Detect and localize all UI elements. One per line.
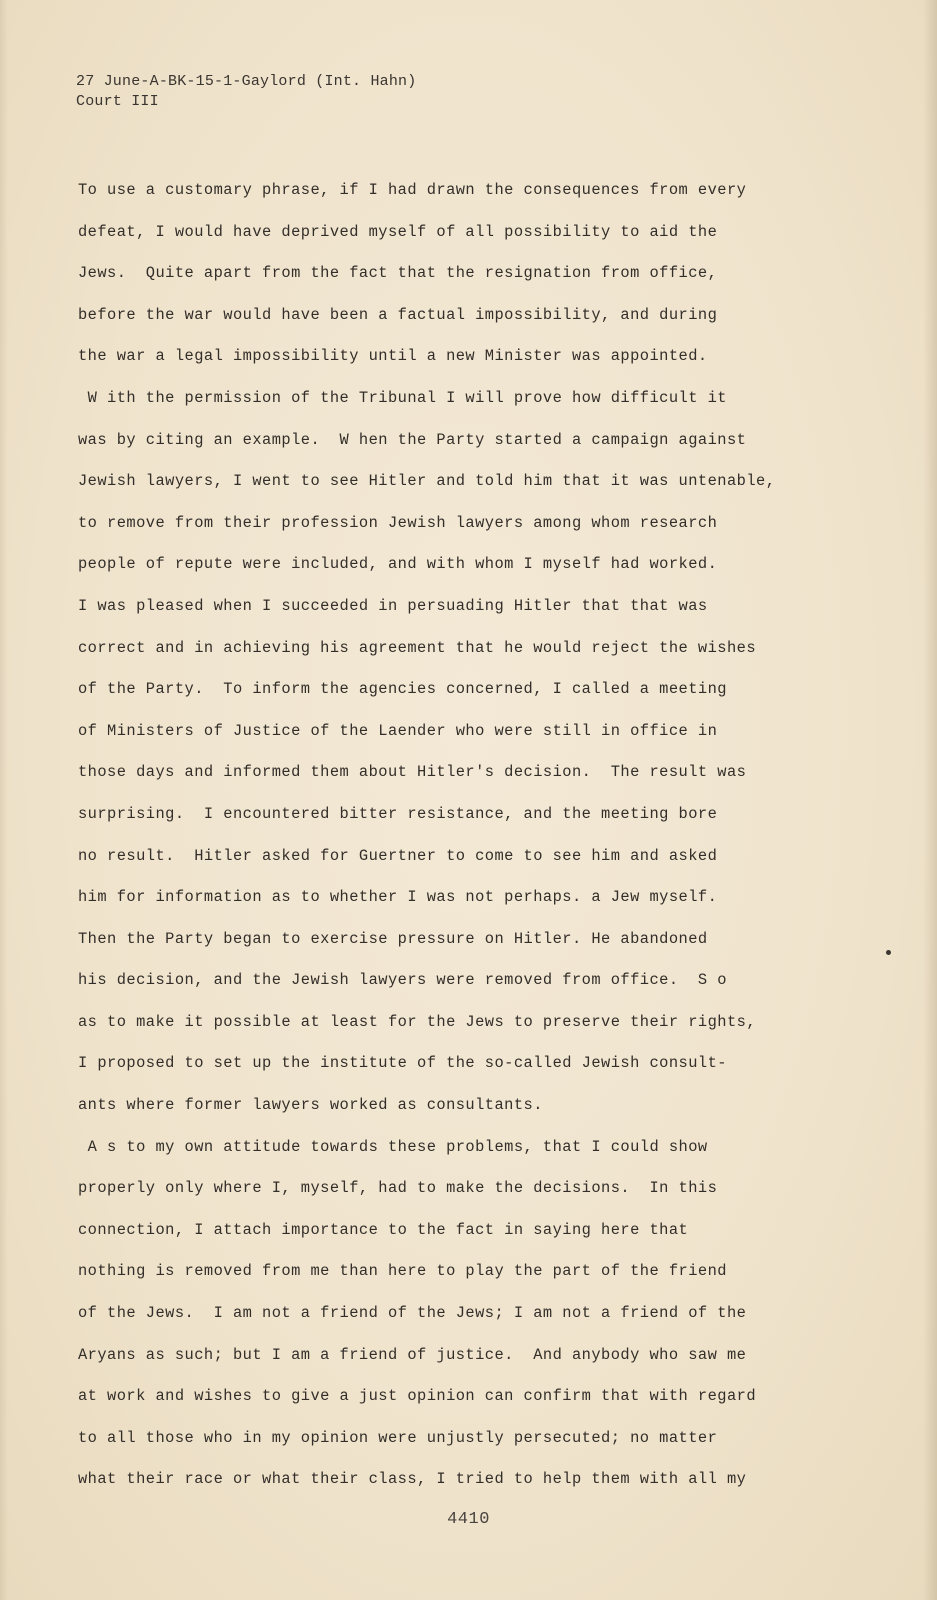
page-number: 4410 <box>447 1510 490 1529</box>
document-header <box>76 72 416 112</box>
body-line: of the Party. To inform the agencies concerned, I called a meeting <box>78 680 727 699</box>
body-line: was by citing an example. W hen the Party started a campaign against <box>78 430 747 449</box>
body-line: connection, I attach importance to the fact in saying here that <box>78 1220 689 1239</box>
body-line: I proposed to set up the institute of the so-called Jewish consult- <box>78 1054 727 1073</box>
body-line: correct and in achieving his agreement that he would reject the wishes <box>78 638 757 657</box>
body-line: defeat, I would have deprived myself of all possibility to aid the <box>78 222 718 241</box>
body-line: A s to my own attitude towards these problems, that I could show <box>78 1137 708 1156</box>
body-line: what their race or what their class, I tried to help them with all my <box>78 1470 747 1489</box>
body-line: people of repute were included, and with whom I myself had worked. <box>78 555 718 574</box>
body-line: to remove from their profession Jewish lawyers among whom research <box>78 513 718 532</box>
body-line: of the Jews. I am not a friend of the Jews; I am not a friend of the <box>78 1304 747 1323</box>
body-line: him for information as to whether I was not perhaps. a Jew myself. <box>78 888 718 907</box>
body-line: Jews. Quite apart from the fact that the resignation from office, <box>78 264 718 283</box>
body-line: Aryans as such; but I am a friend of justice. And anybody who saw me <box>78 1345 747 1364</box>
body-line: ants where former lawyers worked as consultants. <box>78 1096 543 1115</box>
body-line: at work and wishes to give a just opinion can confirm that with regard <box>78 1387 757 1406</box>
body-line: no result. Hitler asked for Guertner to come to see him and asked <box>78 846 718 865</box>
body-line: Jewish lawyers, I went to see Hitler and told him that it was untenable, <box>78 472 776 491</box>
body-line: before the war would have been a factual impossibility, and during <box>78 305 718 324</box>
body-line: to all those who in my opinion were unjustly persecuted; no matter <box>78 1428 718 1447</box>
body-line: nothing is removed from me than here to play the part of the friend <box>78 1262 727 1281</box>
transcript-body <box>78 176 808 1507</box>
body-line: Then the Party began to exercise pressure on Hitler. He abandoned <box>78 929 708 948</box>
page-edge-shadow-right <box>923 0 937 1600</box>
header-reference-line: 27 June-A-BK-15-1-Gaylord (Int. Hahn) <box>76 73 417 90</box>
page-edge-shadow-left <box>0 0 8 1600</box>
header-court-line: Court III <box>76 93 159 110</box>
body-line: properly only where I, myself, had to make the decisions. In this <box>78 1179 718 1198</box>
body-line: W ith the permission of the Tribunal I will prove how difficult it <box>78 388 727 407</box>
body-line: the war a legal impossibility until a new Minister was appointed. <box>78 347 708 366</box>
body-line: surprising. I encountered bitter resistance, and the meeting bore <box>78 804 718 823</box>
body-line: those days and informed them about Hitler's decision. The result was <box>78 763 747 782</box>
body-line: To use a customary phrase, if I had drawn the consequences from every <box>78 181 747 199</box>
margin-speck <box>886 950 891 955</box>
body-line: of Ministers of Justice of the Laender who were still in office in <box>78 721 718 740</box>
body-line: his decision, and the Jewish lawyers were removed from office. S o <box>78 971 727 990</box>
body-line: I was pleased when I succeeded in persuading Hitler that that was <box>78 596 708 615</box>
body-line: as to make it possible at least for the Jews to preserve their rights, <box>78 1012 757 1031</box>
